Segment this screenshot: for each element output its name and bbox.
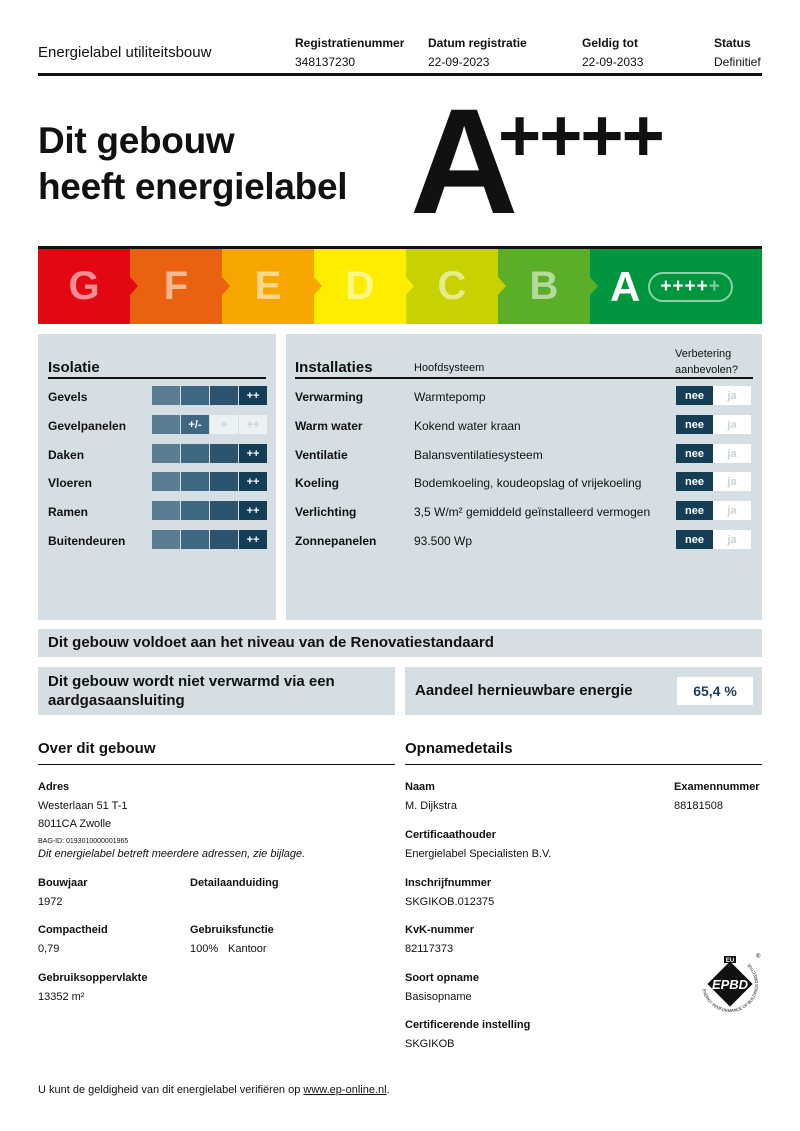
isolation-panel — [38, 334, 276, 620]
scale-letter-f: F — [163, 264, 189, 308]
scale-segment-g — [38, 249, 130, 324]
registration-date — [428, 36, 527, 69]
scale-arrow-icon — [222, 277, 230, 295]
status — [714, 36, 761, 69]
compactness-label: Compactheid — [38, 924, 108, 936]
scale-segment-b — [498, 249, 590, 324]
logo-registered-mark: ® — [756, 954, 761, 960]
function-percentage: 100% — [190, 943, 219, 955]
isolation-row-label: Buitendeuren — [48, 534, 126, 548]
isolation-rating — [152, 472, 267, 491]
no-gas-banner: Dit gebouw wordt niet verwarmd via een aardgasaansluiting — [38, 667, 395, 715]
improvement-indicator: nee ja — [676, 415, 751, 434]
certifying-institution-value: SKGIKOB — [405, 1038, 455, 1050]
certifying-institution-label: Certificerende instelling — [405, 1019, 531, 1031]
installation-row-label: Warm water — [295, 419, 363, 433]
isolation-rating — [152, 530, 267, 549]
status-label: Status — [714, 36, 751, 50]
registration-number — [295, 36, 404, 69]
energy-label-letter: A — [410, 77, 519, 245]
logo-ring-text: ENERGY PERFORMANCE OF BUILDINGS DIRECTIVE — [701, 962, 760, 1014]
improvement-header: Verbetering aanbevolen? — [675, 348, 739, 376]
ep-online-link[interactable]: www.ep-online.nl — [303, 1084, 387, 1096]
area-value: 13352 m² — [38, 991, 85, 1003]
logo-badge: EU — [725, 958, 735, 964]
function-label: Gebruiksfunctie — [190, 924, 274, 936]
page-title-line2: heeft energielabel — [38, 166, 348, 207]
energy-label-plus: ++++ — [498, 94, 663, 177]
scale-letter-c: C — [437, 264, 467, 308]
registration-value: SKGIKOB.012375 — [405, 896, 495, 908]
kvk-label: KvK-nummer — [405, 924, 475, 936]
renovation-banner: Dit gebouw voldoet aan het niveau van de Renovatiestandaard — [38, 629, 762, 657]
installations-panel — [286, 334, 762, 620]
improvement-indicator: nee ja — [676, 386, 751, 405]
epbd-logo-icon — [696, 950, 764, 1018]
kvk-value: 82117373 — [405, 943, 454, 955]
certificate-holder-value: Energielabel Specialisten B.V. — [405, 848, 552, 860]
installation-row-label: Ventilatie — [295, 448, 348, 462]
isolation-row-label: Gevelpanelen — [48, 419, 127, 433]
renewable-banner — [405, 667, 762, 715]
registration-number-label: Registratienummer — [295, 36, 405, 50]
installation-row-label: Verlichting — [295, 505, 357, 519]
footer-text: U kunt de geldigheid van dit energielabel verifiëren op — [38, 1084, 304, 1096]
scale-letter-e: E — [254, 264, 282, 308]
valid-until-value: 22-09-2033 — [582, 55, 644, 69]
improvement-indicator: nee ja — [676, 501, 751, 520]
address-line1: Westerlaan 51 T-1 — [38, 800, 128, 812]
rating-value: ++ — [239, 472, 267, 491]
address-label: Adres — [38, 781, 70, 793]
isolation-row-label: Daken — [48, 448, 85, 462]
registration-date-label: Datum registratie — [428, 36, 527, 50]
scale-arrow-icon — [498, 277, 506, 295]
scale-arrow-icon — [406, 277, 414, 295]
address-line2: 8011CA Zwolle — [38, 818, 112, 830]
building-section-title: Over dit gebouw — [38, 740, 156, 757]
installation-row-label: Zonnepanelen — [295, 534, 377, 548]
installation-system: Balansventilatiesysteem — [414, 448, 543, 462]
installation-system: Kokend water kraan — [414, 419, 521, 433]
multiple-address-note: Dit energielabel betreft meerdere adressen, zie bijlage. — [38, 848, 306, 860]
status-value: Definitief — [714, 55, 761, 69]
isolation-row-label: Gevels — [48, 390, 88, 404]
improvement-indicator: nee ja — [676, 472, 751, 491]
installation-system: Bodemkoeling, koudeopslag of vrijekoeling — [414, 476, 642, 490]
scale-segment-c — [406, 249, 498, 324]
name-value: M. Dijkstra — [405, 800, 457, 812]
recording-type-label: Soort opname — [405, 972, 479, 984]
area-label: Gebruiksoppervlakte — [38, 972, 148, 984]
bag-id: BAG-ID: 0193010000001965 — [38, 838, 129, 845]
installation-row-label: Verwarming — [295, 390, 364, 404]
compactness-value: 0,79 — [38, 943, 60, 955]
energy-label-scale — [38, 246, 762, 324]
installation-system: Warmtepomp — [414, 390, 486, 404]
scale-segment-d — [314, 249, 406, 324]
renewable-label: Aandeel hernieuwbare energie — [415, 682, 633, 699]
footer: U kunt de geldigheid van dit energielabel verifiëren op www.ep-online.nl. — [38, 1084, 390, 1096]
valid-until — [582, 36, 643, 69]
valid-until-label: Geldig tot — [582, 36, 638, 50]
scale-arrow-icon — [314, 277, 322, 295]
recording-section-rule — [405, 764, 762, 765]
scale-letter-b: B — [529, 264, 559, 308]
document-header — [38, 36, 762, 76]
scale-segment-e — [222, 249, 314, 324]
scale-letter-d: D — [345, 264, 375, 308]
installation-row-label: Koeling — [295, 476, 339, 490]
active-label-pill — [648, 272, 733, 302]
recording-section-title: Opnamedetails — [405, 740, 513, 757]
rating-value: +/- — [181, 415, 209, 434]
isolation-row-label: Vloeren — [48, 476, 93, 490]
active-label-plus: ++++ — [660, 275, 709, 297]
year-value: 1972 — [38, 896, 63, 908]
name-label: Naam — [405, 781, 435, 793]
isolation-rating — [152, 386, 267, 405]
scale-bar — [38, 249, 762, 324]
certificate-holder-label: Certificaathouder — [405, 829, 497, 841]
isolation-rule — [48, 377, 266, 379]
scale-letter-a: A — [610, 262, 641, 310]
registration-label: Inschrijfnummer — [405, 877, 492, 889]
renewable-value: 65,4 % — [677, 677, 753, 705]
registration-number-value: 348137230 — [295, 55, 356, 69]
function-value: Kantoor — [228, 943, 267, 955]
year-label: Bouwjaar — [38, 877, 88, 889]
isolation-row-label: Ramen — [48, 505, 89, 519]
page-title-line1: Dit gebouw — [38, 120, 235, 161]
isolation-title: Isolatie — [48, 359, 100, 376]
improvement-indicator: nee ja — [676, 530, 751, 549]
installation-system: 3,5 W/m² gemiddeld geïnstalleerd vermogen — [414, 505, 651, 519]
rating-value: ++ — [239, 386, 267, 405]
logo-text: EPBD — [711, 977, 749, 992]
installation-system: 93.500 Wp — [414, 534, 473, 548]
exam-value: 88181508 — [674, 800, 723, 812]
exam-label: Examennummer — [674, 781, 760, 793]
isolation-rating — [152, 501, 267, 520]
detail-label: Detailaanduiding — [190, 877, 279, 889]
scale-segment-f — [130, 249, 222, 324]
scale-letter-g: G — [68, 264, 100, 308]
rating-value: ++ — [239, 444, 267, 463]
rating-faint: ++ — [239, 415, 267, 434]
recording-type-value: Basisopname — [405, 991, 472, 1003]
main-system-header: Hoofdsysteem — [414, 362, 485, 374]
installations-title: Installaties — [295, 359, 373, 376]
active-label-plus-dim: + — [708, 275, 721, 297]
page-title — [38, 118, 347, 210]
isolation-rating — [152, 444, 267, 463]
registration-date-value: 22-09-2023 — [428, 55, 490, 69]
building-section-rule — [38, 764, 395, 765]
rating-value: ++ — [239, 501, 267, 520]
installations-rule — [295, 377, 753, 379]
rating-value: ++ — [239, 530, 267, 549]
isolation-rating — [152, 415, 267, 434]
improvement-indicator: nee ja — [676, 444, 751, 463]
scale-segment-a — [590, 249, 762, 324]
scale-arrow-icon — [130, 277, 138, 295]
scale-arrow-icon — [590, 277, 598, 295]
rating-faint: + — [210, 415, 238, 434]
document-type: Energielabel utiliteitsbouw — [38, 44, 212, 61]
